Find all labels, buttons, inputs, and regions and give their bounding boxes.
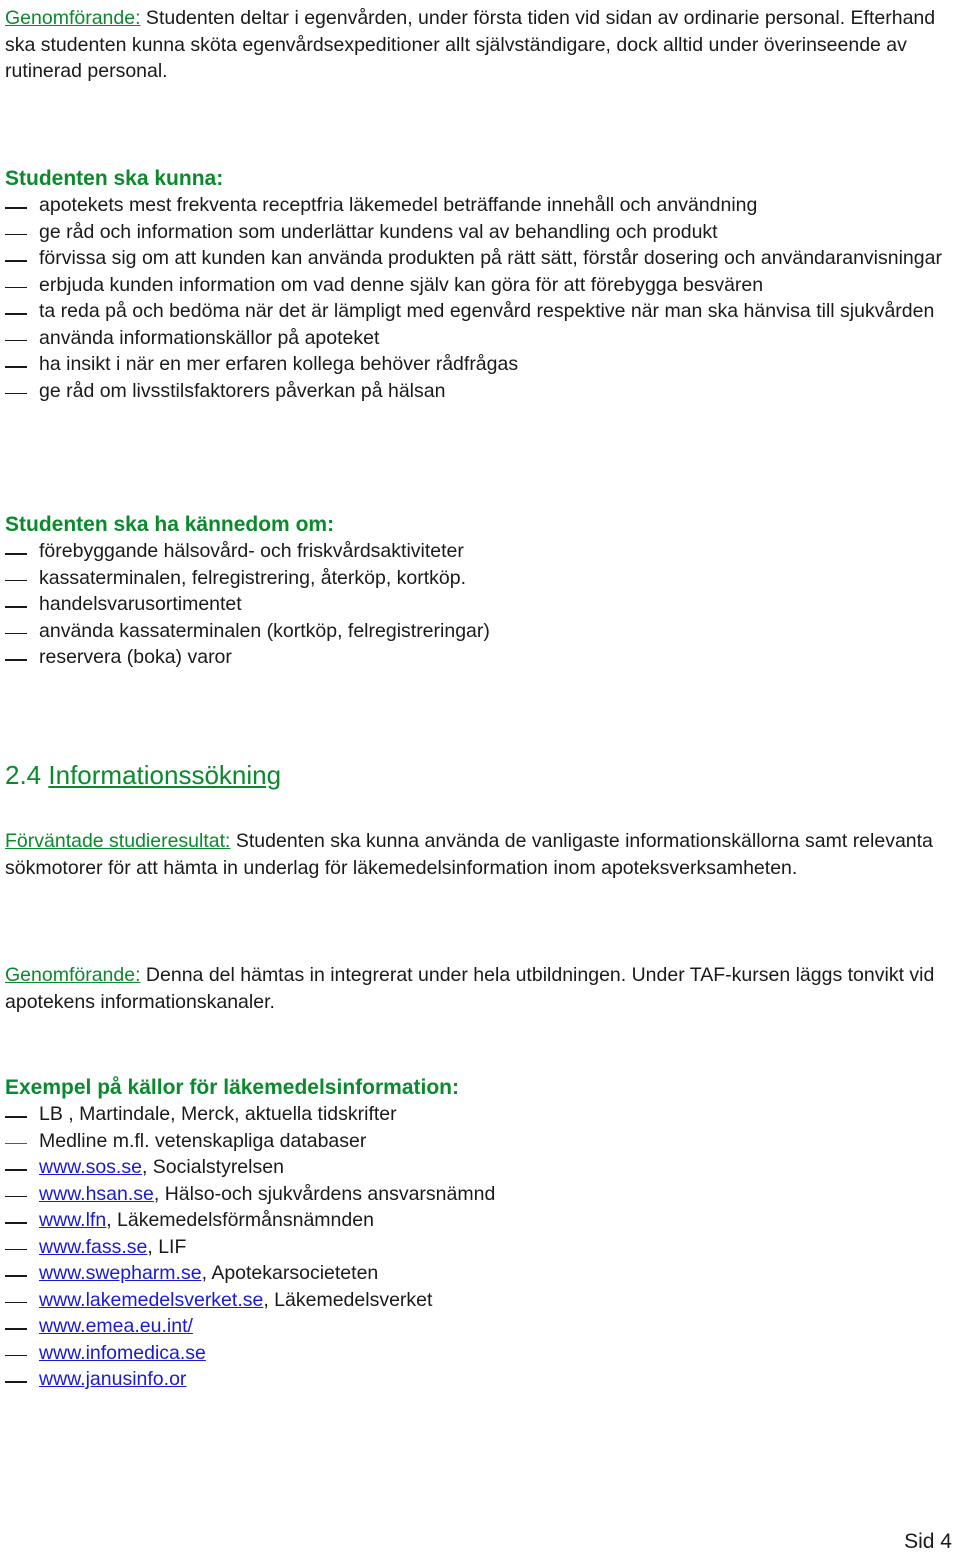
list-item: kassaterminalen, felregistrering, återköp, kortköp. [5, 565, 956, 592]
list-item [5, 1287, 956, 1314]
link-janusinfo[interactable]: www.janusinfo.or [39, 1368, 187, 1390]
link-description: , Hälso-och sjukvårdens ansvarsnämnd [153, 1182, 496, 1205]
link-swepharm[interactable]: www.swepharm.se [39, 1262, 202, 1284]
genomforande-label: Genomförande: [5, 964, 141, 986]
link-sos[interactable]: www.sos.se [39, 1156, 142, 1178]
resultat-paragraph [5, 828, 956, 881]
page-number: Sid 4 [904, 1530, 952, 1553]
genomforande-paragraph [5, 962, 956, 1015]
list-item: ge råd om livsstilsfaktorers påverkan på hälsan [5, 378, 956, 405]
list-item: ge råd och information som underlättar kundens val av behandling och produkt [5, 219, 956, 246]
kallor-section [5, 1075, 956, 1393]
list-item: reservera (boka) varor [5, 644, 956, 671]
list-item: ta reda på och bedöma när det är lämpligt med egenvård respektive när man ska hänvisa till sjukvården [5, 298, 956, 325]
list-item [5, 1234, 956, 1261]
resultat-label: Förväntade studieresultat: [5, 830, 231, 852]
list-item [5, 1181, 956, 1208]
kannedom-heading: Studenten ska ha kännedom om: [5, 513, 335, 536]
intro-text: Studenten deltar i egenvården, under första tiden vid sidan av ordinarie personal. Efterhand ska studenten kunna sköta egenvårdsexpeditioner allt självständigare, dock alltid under överinseende av rutinerad personal. [5, 7, 936, 82]
link-description: , LIF [147, 1235, 187, 1258]
list-item [5, 1207, 956, 1234]
list-item [5, 1260, 956, 1287]
link-fass[interactable]: www.fass.se [39, 1235, 148, 1258]
link-hsan[interactable]: www.hsan.se [39, 1182, 154, 1205]
list-item [5, 1340, 956, 1367]
link-infomedica[interactable]: www.infomedica.se [39, 1341, 206, 1364]
link-emea[interactable]: www.emea.eu.int/ [39, 1315, 193, 1337]
link-description: , Apotekarsocieteten [201, 1262, 379, 1284]
kunna-heading: Studenten ska kunna: [5, 167, 224, 190]
link-description: , Socialstyrelsen [141, 1156, 284, 1178]
kallor-list [5, 1101, 956, 1393]
list-item: förebyggande hälsovård- och friskvårdsaktiviteter [5, 538, 956, 565]
genomforande-text: Denna del hämtas in integrerat under hela utbildningen. Under TAF-kursen läggs tonvikt vid apotekens informationskanaler. [5, 964, 935, 1013]
kunna-section [5, 166, 956, 404]
section-number: 2.4 [5, 760, 42, 790]
link-lakemedelsverket[interactable]: www.lakemedelsverket.se [39, 1288, 264, 1311]
intro-paragraph [5, 5, 956, 85]
list-item [5, 1366, 956, 1393]
list-item: apotekets mest frekventa receptfria läkemedel beträffande innehåll och användning [5, 192, 956, 219]
list-item: använda kassaterminalen (kortköp, felregistreringar) [5, 618, 956, 645]
list-item: ha insikt i när en mer erfaren kollega behöver rådfrågas [5, 351, 956, 378]
section-title: Informationssökning [48, 760, 282, 790]
list-item: Medline m.fl. vetenskapliga databaser [5, 1128, 956, 1155]
list-item [5, 1313, 956, 1340]
section-heading [5, 760, 956, 790]
kannedom-list [5, 538, 956, 671]
kannedom-section [5, 512, 956, 671]
list-item: förvissa sig om att kunden kan använda produkten på rätt sätt, förstår dosering och användaranvisningar [5, 245, 956, 272]
kallor-heading: Exempel på källor för läkemedelsinformation: [5, 1076, 459, 1099]
link-description: , Läkemedelsverket [263, 1288, 433, 1311]
resultat-text: Studenten ska kunna använda de vanligaste informationskällorna samt relevanta sökmotorer för att hämta in underlag för läkemedelsinformation inom apoteksverksamheten. [5, 830, 933, 879]
link-description: , Läkemedelsförmånsnämnden [106, 1209, 374, 1231]
list-item: handelsvarusortimentet [5, 591, 956, 618]
link-lfn[interactable]: www.lfn [39, 1209, 107, 1231]
list-item: LB , Martindale, Merck, aktuella tidskrifter [5, 1101, 956, 1128]
kunna-list [5, 192, 956, 404]
intro-label: Genomförande: [5, 7, 141, 29]
list-item: använda informationskällor på apoteket [5, 325, 956, 352]
list-item [5, 1154, 956, 1181]
list-item: erbjuda kunden information om vad denne själv kan göra för att förebygga besvären [5, 272, 956, 299]
